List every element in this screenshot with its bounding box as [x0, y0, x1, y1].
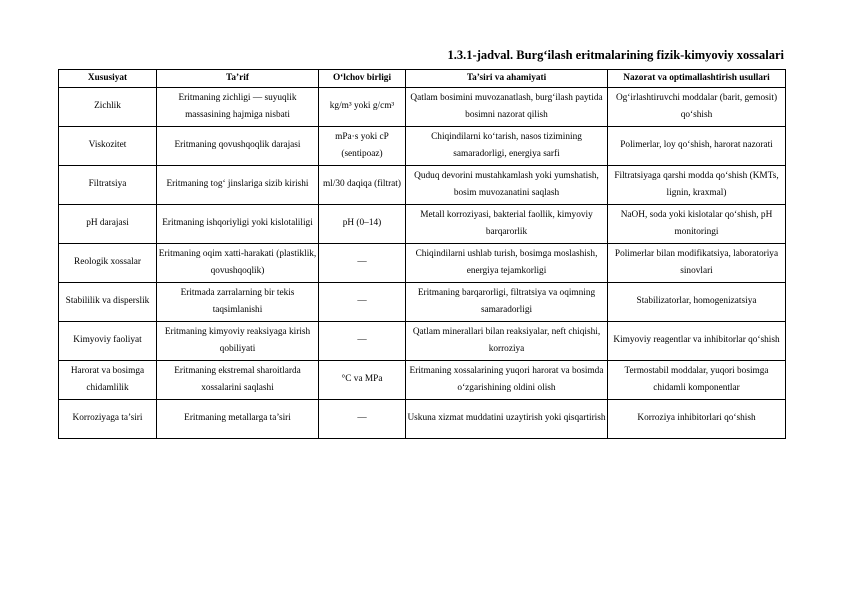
- table-cell: Kimyoviy reagentlar va inhibitorlar qo‘shish: [608, 322, 786, 361]
- table-cell: —: [319, 322, 406, 361]
- table-cell: mPa·s yoki cP (sentipoaz): [319, 127, 406, 166]
- table-cell: Termostabil moddalar, yuqori bosimga chidamli komponentlar: [608, 361, 786, 400]
- table-cell: Polimerlar bilan modifikatsiya, laboratoriya sinovlari: [608, 244, 786, 283]
- table-cell: Eritmaning xossalarining yuqori harorat va bosimda o‘zgarishining oldini olish: [406, 361, 608, 400]
- table-cell: Og‘irlashtiruvchi moddalar (barit, gemosit) qo‘shish: [608, 88, 786, 127]
- table-cell: —: [319, 400, 406, 439]
- table-cell: Korroziya inhibitorlari qo‘shish: [608, 400, 786, 439]
- table-cell: Stabilizatorlar, homogenizatsiya: [608, 283, 786, 322]
- table-cell: Eritmaning qovushqoqlik darajasi: [157, 127, 319, 166]
- table-cell: Stabililik va disperslik: [59, 283, 157, 322]
- table-row: [59, 244, 786, 283]
- table-cell: Kimyoviy faoliyat: [59, 322, 157, 361]
- properties-table: [58, 69, 786, 439]
- table-cell: Uskuna xizmat muddatini uzaytirish yoki qisqartirish: [406, 400, 608, 439]
- table-cell: Eritmaning barqarorligi, filtratsiya va oqimning samaradorligi: [406, 283, 608, 322]
- table-cell: Zichlik: [59, 88, 157, 127]
- table-row: [59, 88, 786, 127]
- table-title: 1.3.1-jadval. Burg‘ilash eritmalarining fizik-kimyoviy xossalari: [447, 48, 784, 62]
- table-cell: Eritmaning metallarga ta’siri: [157, 400, 319, 439]
- table-cell: Qatlam bosimini muvozanatlash, burg‘ilash paytida bosimni nazorat qilish: [406, 88, 608, 127]
- column-header: Xususiyat: [59, 70, 157, 88]
- table-cell: Eritmaning oqim xatti-harakati (plastiklik, qovushqoqlik): [157, 244, 319, 283]
- table-cell: Qatlam minerallari bilan reaksiyalar, neft chiqishi, korroziya: [406, 322, 608, 361]
- table-cell: NaOH, soda yoki kislotalar qo‘shish, pH monitoringi: [608, 205, 786, 244]
- table-cell: Eritmaning ekstremal sharoitlarda xossalarini saqlashi: [157, 361, 319, 400]
- table-cell: ml/30 daqiqa (filtrat): [319, 166, 406, 205]
- table-row: [59, 283, 786, 322]
- column-header: Ta’siri va ahamiyati: [406, 70, 608, 88]
- table-header-row: [59, 70, 786, 88]
- table-cell: pH darajasi: [59, 205, 157, 244]
- table-cell: °C va MPa: [319, 361, 406, 400]
- table-cell: Eritmaning kimyoviy reaksiyaga kirish qobiliyati: [157, 322, 319, 361]
- table-cell: Harorat va bosimga chidamlilik: [59, 361, 157, 400]
- table-cell: —: [319, 283, 406, 322]
- table-cell: Chiqindilarni ushlab turish, bosimga moslashish, energiya tejamkorligi: [406, 244, 608, 283]
- column-header: O‘lchov birligi: [319, 70, 406, 88]
- table-cell: Filtratsiya: [59, 166, 157, 205]
- column-header: Ta’rif: [157, 70, 319, 88]
- table-cell: —: [319, 244, 406, 283]
- table-row: [59, 205, 786, 244]
- table-cell: Filtratsiyaga qarshi modda qo‘shish (KMTs, lignin, kraxmal): [608, 166, 786, 205]
- column-header: Nazorat va optimallashtirish usullari: [608, 70, 786, 88]
- table-cell: Eritmaning tog‘ jinslariga sizib kirishi: [157, 166, 319, 205]
- table-row: [59, 166, 786, 205]
- table-cell: Reologik xossalar: [59, 244, 157, 283]
- table-cell: Chiqindilarni ko‘tarish, nasos tizimining samaradorligi, energiya sarfi: [406, 127, 608, 166]
- table-row: [59, 322, 786, 361]
- table-row: [59, 127, 786, 166]
- table-cell: Quduq devorini mustahkamlash yoki yumshatish, bosim muvozanatini saqlash: [406, 166, 608, 205]
- table-cell: Eritmaning ishqoriyligi yoki kislotaliligi: [157, 205, 319, 244]
- table-row: [59, 361, 786, 400]
- table-cell: Eritmaning zichligi — suyuqlik massasining hajmiga nisbati: [157, 88, 319, 127]
- table-cell: kg/m³ yoki g/cm³: [319, 88, 406, 127]
- table-cell: Polimerlar, loy qo‘shish, harorat nazorati: [608, 127, 786, 166]
- table-cell: Korroziyaga ta’siri: [59, 400, 157, 439]
- table-cell: Viskozitet: [59, 127, 157, 166]
- table-cell: Metall korroziyasi, bakterial faollik, kimyoviy barqarorlik: [406, 205, 608, 244]
- table-cell: pH (0–14): [319, 205, 406, 244]
- table-cell: Eritmada zarralarning bir tekis taqsimlanishi: [157, 283, 319, 322]
- table-row: [59, 400, 786, 439]
